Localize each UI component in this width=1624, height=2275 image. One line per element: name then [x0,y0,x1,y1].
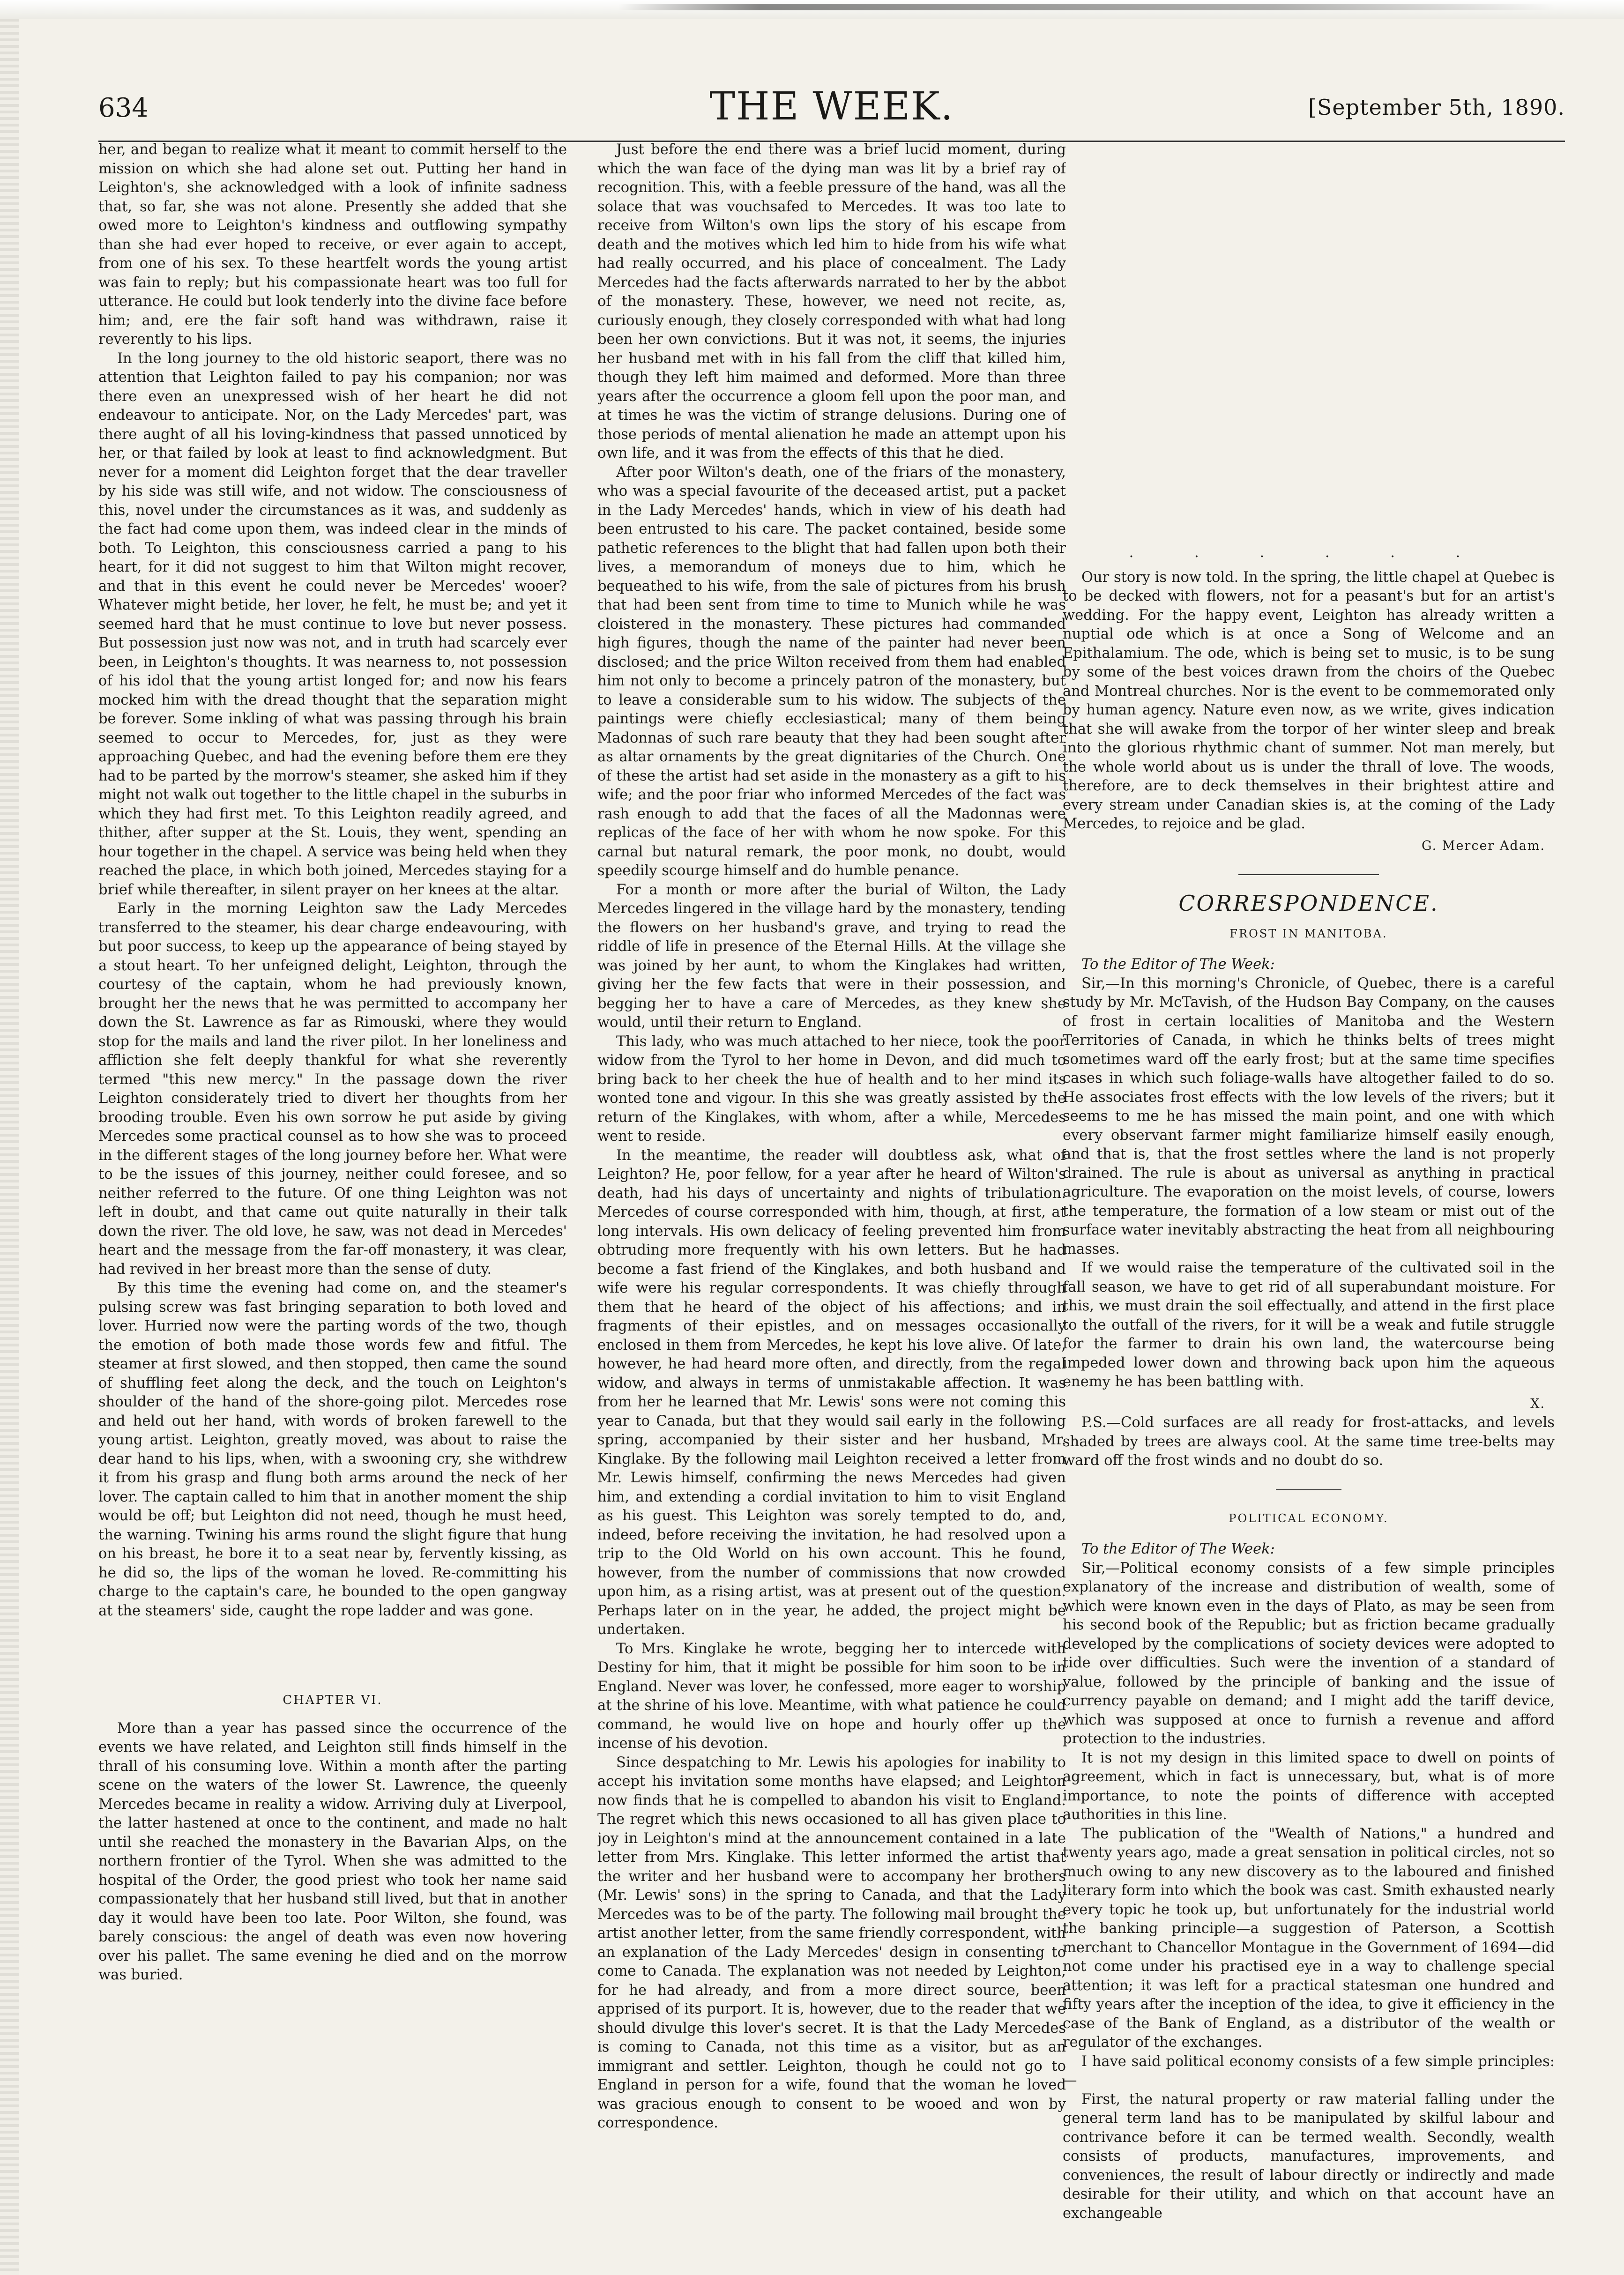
letter-paragraph: I have said political economy consists of a few simple principles:— [1063,2053,1555,2089]
letter-signature: X. [1530,1396,1545,1411]
letter-postscript: P.S.—Cold surfaces are all ready for frost-attacks, and levels shaded by trees are always cool. At the same time tree-belts may ward off the frost winds and no doubt do so. [1063,1414,1555,1469]
story-paragraph: This lady, who was much attached to her niece, took the poor widow from the Tyrol to her home in Devon, and did much to bring back to her cheek the hue of health and to her mind its wonted tone and vigour. In this she was greatly assisted by the return of the Kinglakes, with whom, after a while, Mercedes went to reside. [597,1033,1066,1145]
letter-salutation: To the Editor of The Week: [1081,1541,1275,1557]
scan-smudge [618,4,1556,10]
issue-date: [September 5th, 1890. [1308,95,1565,120]
story-paragraph: her, and began to realize what it meant to commit herself to the mission on which she had alone set out. Putting her hand in Leighton's, she acknowledged with a look of infinite sadness that, so far, she was not alone. Presently she added that she owed more to Leighton's kindness and outflowing sympathy than she had ever hoped to receive, or ever again to accept, from one of his sex. To these heartfelt words the young artist was fain to reply; but his compassionate heart was too full for utterance. He could but look tenderly into the divine face before him; and, ere the fair soft hand was withdrawn, raise it reverently to his lips. [98,141,567,348]
story-paragraph: In the long journey to the old historic seaport, there was no attention that Leighton failed to pay his companion; nor was there even an unexpressed wish of her heart he did not endeavour to anticipate. Nor, on the Lady Mercedes' part, was there aught of all his loving-kindness that passed unnoticed by her, or that failed by look at least to find acknowledgment. But never for a moment did Leighton forget that the dear traveller by his side was still wife, and not widow. The consciousness of this, novel under the circumstances as it was, and suddenly as the fact had come upon them, was indeed clear in the minds of both. To Leighton, this consciousness carried a pang to his heart, for it did not suggest to him that Wilton might recover, and that in this event he could never be Mercedes' wooer? Whatever might betide, her lover, he felt, he must be; and yet it seemed hard that he must continue to love but never possess. But possession just now was not, and in truth had scarcely ever been, in Leighton's thoughts. It was nearness to, not possession of his idol that the young artist longed for; and now his fears mocked him with the dread thought that the separation might be forever. Some inkling of what was passing through his brain seemed to occur to Mercedes, for, just as they were approaching Quebec, and had the evening before them ere they had to be parted by the morrow's steamer, she asked him if they might not walk out together to the little chapel in the suburbs in which they had first met. To this Leighton readily agreed, and thither, after supper at the St. Louis, they went, spending an hour together in the chapel. A service was being held when they reached the place, in which both joined, Mercedes staying for a brief while thereafter, in silent prayer on her knees at the altar. [98,350,567,898]
page-number: 634 [98,93,149,123]
letter-paragraph: It is not my design in this limited space to dwell on points of agreement, which in fact is unnecessary, but, what is of more importance, to note the points of difference with accepted authorities in this line. [1063,1749,1555,1823]
section-divider [1238,874,1379,875]
story-paragraph: Since despatching to Mr. Lewis his apologies for inability to accept his invitation some months have elapsed; and Leighton now finds that he is compelled to abandon his visit to England. The regret which this news occasioned to all has given place to joy in Leighton's mind at the announcement contained in a late letter from Mrs. Kinglake. This letter informed the artist that the writer and her husband were to accompany her brothers (Mr. Lewis' sons) in the spring to Canada, and that the Lady Mercedes was to be of the party. The following mail brought the artist another letter, from the same friendly correspondent, with an explanation of the Lady Mercedes' design in consenting to come to Canada. The explanation was not needed by Leighton, for he had already, and from a more direct source, been apprised of its purport. It is, however, due to the reader that we should divulge this lover's secret. It is that the Lady Mercedes is coming to Canada, not this time as a visitor, but as an immigrant and settler. Leighton, though he could not go to England in person for a wife, found that the woman he loved was gracious enough to consent to be wooed and won by correspondence. [597,1754,1066,2131]
letter-paragraph: Sir,—Political economy consists of a few simple principles explanatory of the increase and distribution of wealth, some of which were known even in the days of Plato, as may be seen from his second book of the Republic; but as friction became gradually developed by the complications of society devices were adopted to tide over difficulties. Such were the invention of a standard of value, followed by the principle of banking and the issue of currency payable on demand; and I might add the tariff device, which was supposed at once to furnish a revenue and afford protection to the industries. [1063,1560,1555,1747]
column-3 [1063,141,1555,2221]
correspondence-heading: CORRESPONDENCE. [1178,891,1439,916]
section-divider [1276,1489,1341,1490]
scan-binding-gutter [0,19,19,2275]
letter-paragraph: Sir,—In this morning's Chronicle, of Quebec, there is a careful study by Mr. McTavish, of the Hudson Bay Company, on the causes of frost in certain localities of Manitoba and the Western Territories of Canada, in which he thinks belts of trees might sometimes ward off the early frost; but at the same time specifies cases in which such foliage-walls have altogether failed to do so. He associates frost effects with the low levels of the rivers; but it seems to me he has missed the main point, and one with which every observant farmer might familiarize himself easily enough, and that is, that the frost settles where the land is not properly drained. The rule is about as universal as anything in practical agriculture. The evaporation on the moist levels, of course, lowers the temperature, the formation of a low steam or mist out of the surface water inevitably abstracting the heat from all neighbouring masses. [1063,975,1555,1257]
section-break-dots: . . . . . . [1129,544,1489,561]
chapter-heading: CHAPTER VI. [283,1693,383,1707]
story-signature: G. Mercer Adam. [1422,838,1545,853]
page-title: THE WEEK. [709,84,954,129]
letter-paragraph: First, the natural property or raw material falling under the general term land has to be manipulated by skilful labour and contrivance before it can be termed wealth. Secondly, wealth consists of products, manufactures, improvements, and conveniences, the result of labour directly or indirectly and made desirable for their utility, and which on that account have an exchangeable [1063,2091,1555,2221]
letter-paragraph: If we would raise the temperature of the cultivated soil in the fall season, we have to get rid of all superabundant moisture. For this, we must drain the soil effectually, and attend in the first place to the outfall of the rivers, for it will be a weak and futile struggle for the farmer to drain his own land, the watercourse being impeded lower down and throwing back upon him the aqueous enemy he has been battling with. [1063,1260,1555,1390]
letter-paragraph: The publication of the "Wealth of Nations," a hundred and twenty years ago, made a great sensation in political circles, not so much owing to any new discovery as to the laboured and finished literary form into which the book was cast. Smith exhausted nearly every topic he took up, but unfortunately for the industrial world the banking principle—a suggestion of Paterson, a Scottish merchant to Chancellor Montague in the Government of 1694—did not come under his practised eye in a way to challenge special attention; it was left for a practical statesman one hundred and fifty years after the inception of the idea, to give it efficiency in the case of the Bank of England, as a distributor of the wealth or regulator of the exchanges. [1063,1825,1555,2051]
story-paragraph: In the meantime, the reader will doubtless ask, what of Leighton? He, poor fellow, for a year after he heard of Wilton's death, had his days of uncertainty and nights of tribulation. Mercedes of course corresponded with him, though, at first, at long intervals. His own delicacy of feeling prevented him from obtruding more frequently with his own letters. But he had become a fast friend of the Kinglakes, and both husband and wife were his regular correspondents. It was chiefly through them that he heard of the object of his affections; and in fragments of their epistles, and on messages occasionally enclosed in them from Mercedes, he kept his love alive. Of late, however, he had heard more often, and directly, from the regal widow, and always in terms of unmistakable affection. It was from her he learned that Mr. Lewis' sons were not coming this year to Canada, but that they would sail early in the following spring, accompanied by their sister and her husband, Mr. Kinglake. By the following mail Leighton received a letter from Mr. Lewis himself, confirming the news Mercedes had given him, and extending a cordial invitation to him to visit England as his guest. This Leighton was sorely tempted to do, and, indeed, before receiving the invitation, he had resolved upon a trip to the Old World on his own account. This he found, however, from the number of commissions that now crowded upon him, as a rising artist, was at present out of the question. Perhaps later on in the year, he added, the project might be undertaken. [597,1147,1066,1638]
story-paragraph: Early in the morning Leighton saw the Lady Mercedes transferred to the steamer, his dear charge endeavouring, with but poor success, to keep up the appearance of being stayed by a stout heart. To her unfeigned delight, Leighton, through the courtesy of the captain, whom he had previously known, brought her the news that he was permitted to accompany her down the St. Lawrence as far as Rimouski, where they would stop for the mails and land the river pilot. In her loneliness and affliction she felt deeply thankful for what she reverently termed "this new mercy." In the passage down the river Leighton considerately tried to divert her thoughts from her brooding trouble. Even his own sorrow he put aside by giving Mercedes some practical counsel as to how she was to proceed in the different stages of the long journey before her. What were to be the issues of this journey, neither could foresee, and so neither referred to the future. Of one thing Leighton was not left in doubt, and that came out quite naturally in their talk down the river. The old love, he saw, was not dead in Mercedes' heart and the message from the far-off monastery, it was clear, had revived in her breast more than the sense of duty. [98,900,567,1278]
column-2 [597,141,1066,2221]
letter-subheading: POLITICAL ECONOMY. [1229,1511,1389,1525]
story-paragraph: To Mrs. Kinglake he wrote, begging her to intercede with Destiny for him, that it might be possible for him soon to be in England. Never was lover, he confessed, more eager to worship at the shrine of his love. Meantime, with what patience he could command, he would live on hope and hourly offer up the incense of his devotion. [597,1640,1066,1752]
column-1 [98,141,567,2221]
story-paragraph: By this time the evening had come on, and the steamer's pulsing screw was fast bringing separation to both loved and lover. Hurried now were the parting words of the two, though the emotion of both made those words few and fitful. The steamer at first slowed, and then stopped, then came the sound of shuffling feet along the deck, and the touch on Leighton's shoulder of the hand of the shore-going pilot. Mercedes rose and held out her hand, with words of broken farewell to the young artist. Leighton, greatly moved, was about to raise the dear hand to his lips, when, with a swooning cry, she withdrew it from his grasp and flung both arms around the neck of her lover. The captain called to him that in another moment the ship would be off; but Leighton did not need, though he must heed, the warning. Twining his arms round the slight figure that hung on his breast, he bore it to a seat near by, fervently kissing, as he did so, the lips of the woman he loved. Re-committing his charge to the captain's care, he bounded to the open gangway at the steamers' side, caught the rope ladder and was gone. [98,1280,567,1619]
story-paragraph: More than a year has passed since the occurrence of the events we have related, and Leighton still finds himself in the thrall of his consuming love. Within a month after the parting scene on the waters of the lower St. Lawrence, the queenly Mercedes became in reality a widow. Arriving duly at Liverpool, the latter hastened at once to the continent, and made no halt until she reached the monastery in the Bavarian Alps, on the northern frontier of the Tyrol. When she was admitted to the hospital of the Order, the good priest who took her name said compassionately that her husband still lived, but that in another day it would have been too late. Poor Wilton, she found, was barely conscious: the angel of death was even now hovering over his pallet. The same evening he died and on the morrow was buried. [98,1720,567,1983]
story-paragraph: Just before the end there was a brief lucid moment, during which the wan face of the dying man was lit by a brief ray of recognition. This, with a feeble pressure of the hand, was all the solace that was vouchsafed to Mercedes. It was too late to receive from Wilton's own lips the story of his escape from death and the motives which led him to hide from his wife what had really occurred, and his place of concealment. The Lady Mercedes had the facts afterwards narrated to her by the abbot of the monastery. These, however, we need not recite, as, curiously enough, they closely corresponded with what had long been her own convictions. But it was not, it seems, the injuries her husband met with in his fall from the cliff that killed him, though they left him maimed and deformed. More than three years after the occurrence a gloom fell upon the poor man, and at times he was the victim of strange delusions. During one of those periods of mental alienation he made an attempt upon his own life, and it was from the effects of this that he died. [597,141,1066,461]
letter-subheading: FROST IN MANITOBA. [1229,927,1388,940]
page-header [98,84,1565,136]
letter-salutation: To the Editor of The Week: [1081,956,1275,973]
story-paragraph: Our story is now told. In the spring, the little chapel at Quebec is to be decked with flowers, not for a peasant's but for an artist's wedding. For the happy event, Leighton has already written a nuptial ode which is at once a Song of Welcome and an Epithalamium. The ode, which is being set to music, is to be sung by some of the best voices drawn from the choirs of the Quebec and Montreal churches. Nor is the event to be commemorated only by human agency. Nature even now, as we write, gives indication that she will awake from the torpor of her winter sleep and break into the glorious rhythmic chant of summer. Not man merely, but the whole world about us is under the thrall of love. The woods, therefore, are to deck themselves in their brightest attire and every stream under Canadian skies is, at the coming of the Lady Mercedes, to rejoice and be glad. [1063,569,1555,832]
story-paragraph: After poor Wilton's death, one of the friars of the monastery, who was a special favourite of the deceased artist, put a packet in the Lady Mercedes' hands, which in view of his death had been entrusted to his care. The packet contained, beside some pathetic references to the blight that had fallen upon both their lives, a memorandum of moneys due to him, which he bequeathed to his wife, from the sale of pictures from his brush that had been sent from time to time to Munich while he was cloistered in the monastery. These pictures had commanded high figures, though the name of the painter had never been disclosed; and the price Wilton received from them had enabled him not only to become a princely patron of the monastery, but to leave a considerable sum to his widow. The subjects of the paintings were chiefly ecclesiastical; many of them being Madonnas of such rare beauty that they had been sought after as altar ornaments by the great dignitaries of the Church. One of these the artist had set aside in the monastery as a gift to his wife; and the poor friar who informed Mercedes of the fact was rash enough to add that the faces of all the Madonnas were replicas of the face of her with whom he now spoke. For this carnal but natural remark, the poor monk, no doubt, would speedily scourge himself and do humble penance. [597,464,1066,879]
scan-top-edge [0,0,1624,19]
story-paragraph: For a month or more after the burial of Wilton, the Lady Mercedes lingered in the village hard by the monastery, tending the flowers on her husband's grave, and trying to read the riddle of life in presence of the Eternal Hills. At the village she was joined by her aunt, to whom the Kinglakes had written, giving her the few facts that were in their possession, and begging her to have a care of Mercedes, as they knew she would, until their return to England. [597,881,1066,1031]
